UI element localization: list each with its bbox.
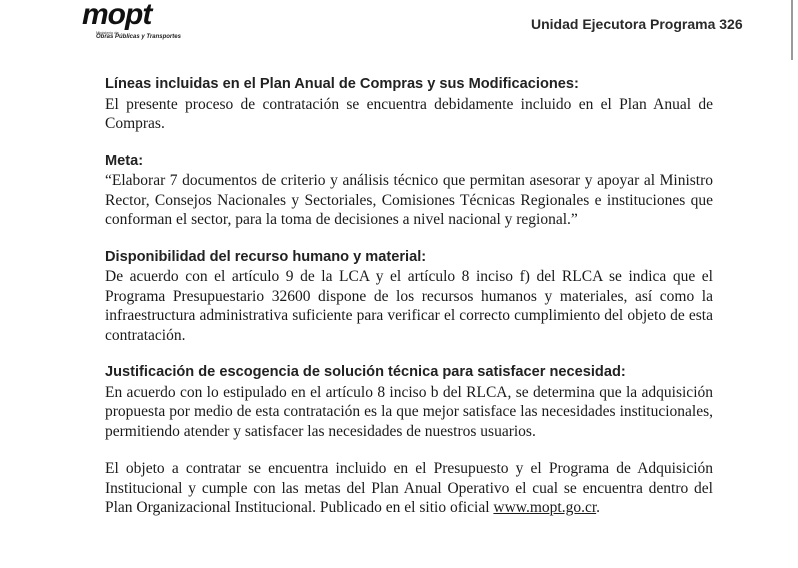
unit-title: Unidad Ejecutora Programa 326 <box>531 16 743 32</box>
logo-wordmark: mopt <box>82 0 152 31</box>
page-header <box>0 0 798 50</box>
section-heading: Líneas incluidas en el Plan Anual de Compras y sus Modificaciones: <box>105 76 579 92</box>
section-body: De acuerdo con el artículo 9 de la LCA y el artículo 8 inciso f) del RLCA se indica que el Programa Presupuestario 32600 dispone de los recursos humanos y materiales, así como la infraestructura administrativa suficiente para verificar el correcto cumplimiento del objeto de esta contratación. <box>105 268 713 344</box>
section-body: “Elaborar 7 documentos de criterio y análisis técnico que permitan asesorar y apoyar al Ministro Rector, Consejos Nacionales y Sectoriales, Comisiones Técnicas Regionales e instituciones que conforman el sector, para la toma de decisiones a nivel nacional y regional.” <box>105 172 713 228</box>
closing-period: . <box>596 499 601 516</box>
mopt-website-link[interactable]: www.mopt.go.cr <box>493 499 597 516</box>
mopt-logo <box>82 0 181 40</box>
section-body: El presente proceso de contratación se encuentra debidamente incluido en el Plan Anual de Compras. <box>105 95 713 132</box>
document-body <box>105 75 713 536</box>
section-heading: Meta: <box>105 152 144 169</box>
section-heading: Justificación de escogencia de solución técnica para satisfacer necesidad: <box>105 364 626 380</box>
closing-paragraph <box>105 459 713 518</box>
logo-subtitle-ministry: Ministerio de <box>96 30 119 35</box>
closing-text: El objeto a contratar se encuentra incluido en el Presupuesto y el Programa de Adquisición Institucional y cumple con las metas del Plan Anual Operativo el cual se encuentra dentro del Plan Organizacional Institucional. Publicado en el sitio oficial <box>105 460 713 516</box>
logo-subtitle-name: Obras Públicas y Transportes <box>96 34 181 40</box>
section-plan-anual <box>105 75 713 134</box>
section-body: En acuerdo con lo estipulado en el artículo 8 inciso b del RLCA, se determina que la adquisición propuesta por medio de esta contratación es la que mejor satisface las necesidades institucionales, permitiendo atender y satisfacer las necesidades de nuestros usuarios. <box>105 383 713 440</box>
section-disponibilidad <box>105 248 713 346</box>
page-edge-divider <box>791 0 793 60</box>
section-heading: Disponibilidad del recurso humano y material: <box>105 248 427 265</box>
section-meta <box>105 152 713 230</box>
section-justificacion <box>105 363 713 441</box>
